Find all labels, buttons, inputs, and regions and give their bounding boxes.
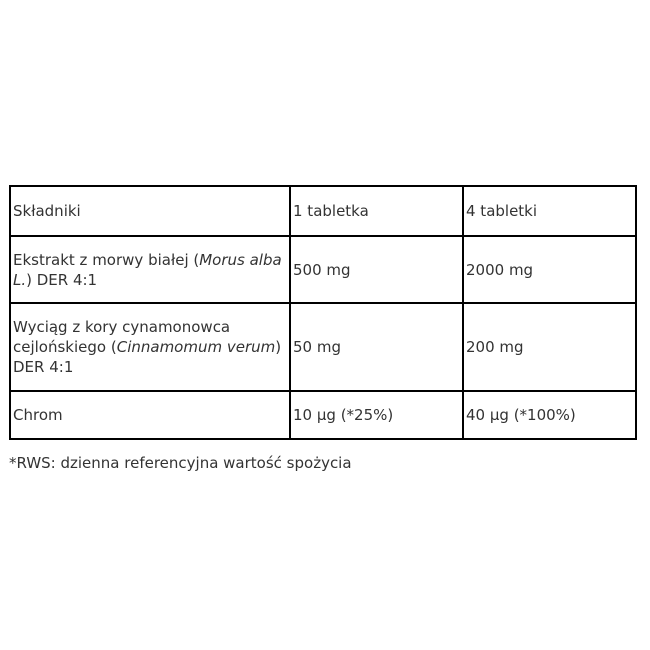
ingredient-name: Chrom	[13, 406, 63, 424]
dose-4-tablets: 2000 mg	[463, 236, 636, 303]
ingredient-name-suffix: ) DER 4:1	[13, 338, 282, 376]
dose-1-tablet: 50 mg	[290, 303, 463, 391]
ingredients-table	[9, 185, 637, 440]
header-dose-4-tablets: 4 tabletki	[463, 186, 636, 236]
header-ingredient: Składniki	[10, 186, 290, 236]
header-dose-1-tablet: 1 tabletka	[290, 186, 463, 236]
rws-footnote: *RWS: dzienna referencyjna wartość spożycia	[9, 454, 352, 472]
table-row	[10, 236, 636, 303]
dose-1-tablet: 10 µg (*25%)	[290, 391, 463, 439]
ingredient-name-cell	[10, 303, 290, 391]
dose-1-tablet: 500 mg	[290, 236, 463, 303]
dose-4-tablets: 40 µg (*100%)	[463, 391, 636, 439]
ingredient-name-suffix: ) DER 4:1	[26, 270, 98, 289]
ingredient-latin-name: Morus alba L.	[13, 250, 282, 289]
table-row	[10, 303, 636, 391]
table-header-row	[10, 186, 636, 236]
ingredient-name: Ekstrakt z morwy białej (	[13, 250, 200, 269]
ingredient-name-cell	[10, 391, 290, 439]
ingredient-name-cell	[10, 236, 290, 303]
table-row	[10, 391, 636, 439]
ingredient-name: Wyciąg z kory cynamonowca cejlońskiego (	[13, 318, 231, 356]
ingredient-latin-name: Cinnamomum verum	[116, 338, 276, 356]
dose-4-tablets: 200 mg	[463, 303, 636, 391]
